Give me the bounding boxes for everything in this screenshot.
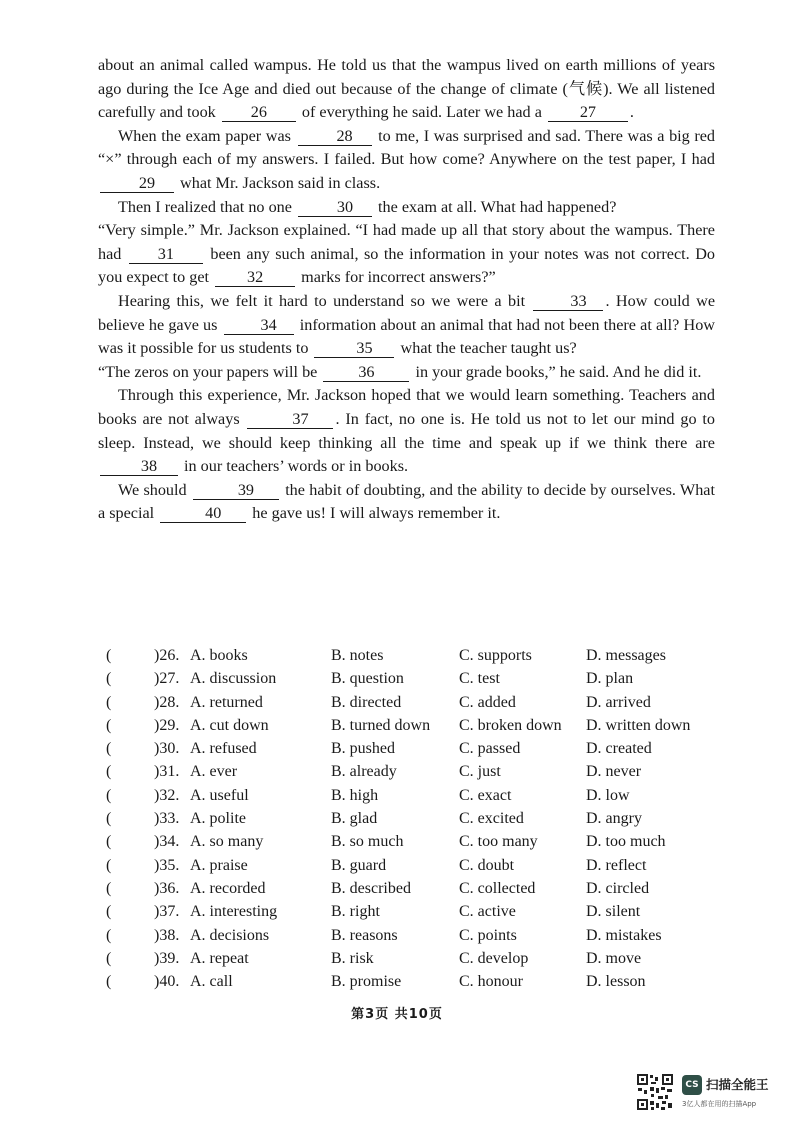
blank-29: 29	[100, 175, 174, 193]
watermark-tagline: 3亿人都在用的扫描App	[682, 1100, 757, 1108]
answer-options	[100, 647, 720, 996]
option-d: D. lesson	[586, 973, 646, 991]
option-a: A. polite	[190, 810, 246, 828]
option-a: A. call	[190, 973, 233, 991]
answer-paren: (	[106, 856, 112, 874]
question-number: )37.	[154, 903, 180, 921]
passage-text: in your grade books,” he said. And he did it.	[411, 362, 702, 381]
answer-paren: (	[106, 973, 112, 991]
option-b: B. glad	[331, 810, 378, 828]
passage-text: “The zeros on your papers will be	[98, 362, 322, 381]
passage-text: the exam at all. What had happened?	[373, 197, 617, 216]
option-c: C. points	[459, 926, 517, 944]
paragraph-2	[98, 125, 715, 196]
question-number: )32.	[154, 786, 180, 804]
option-d: D. angry	[586, 810, 642, 828]
answer-paren: (	[106, 810, 112, 828]
question-number: )39.	[154, 949, 180, 967]
option-row	[100, 833, 720, 856]
option-row	[100, 927, 720, 950]
option-c: C. doubt	[459, 856, 515, 874]
blank-27: 27	[548, 104, 628, 122]
paragraph-1	[98, 54, 715, 125]
answer-paren: (	[106, 716, 112, 734]
blank-35: 35	[314, 340, 394, 358]
option-c: C. just	[459, 763, 501, 781]
passage-text: about an animal called wampus. He told us that the wampus lived on earth millions of years ago during the Ice Age and died out because of the change of climate (气候). We all listened carefully and took	[98, 56, 715, 122]
question-number: )40.	[154, 973, 180, 991]
passage-text: what Mr. Jackson said in class.	[176, 173, 381, 192]
option-a: A. discussion	[190, 670, 277, 688]
option-row	[100, 810, 720, 833]
option-c: C. exact	[459, 786, 512, 804]
blank-36: 36	[323, 364, 409, 382]
paragraph-7	[98, 384, 715, 478]
blank-32: 32	[215, 269, 295, 287]
option-row	[100, 740, 720, 763]
option-b: B. right	[331, 903, 380, 921]
option-row	[100, 857, 720, 880]
answer-paren: (	[106, 949, 112, 967]
option-c: C. active	[459, 903, 516, 921]
option-b: B. directed	[331, 693, 402, 711]
passage-text: When the exam paper was	[118, 126, 296, 145]
question-number: )27.	[154, 670, 180, 688]
option-d: D. written down	[586, 716, 691, 734]
option-d: D. circled	[586, 879, 650, 897]
answer-paren: (	[106, 786, 112, 804]
option-b: B. already	[331, 763, 397, 781]
option-a: A. repeat	[190, 949, 249, 967]
option-a: A. books	[190, 647, 248, 664]
option-c: C. added	[459, 693, 516, 711]
answer-paren: (	[106, 693, 112, 711]
option-d: D. reflect	[586, 856, 647, 874]
option-d: D. move	[586, 949, 642, 967]
passage-text: Then I realized that no one	[118, 197, 296, 216]
blank-30: 30	[298, 199, 372, 217]
option-row	[100, 787, 720, 810]
passage-text: Through this experience, Mr. Jackson hoped that we would learn something. Teachers and books are not always	[98, 386, 715, 428]
answer-paren: (	[106, 926, 112, 944]
option-a: A. praise	[190, 856, 248, 874]
answer-paren: (	[106, 670, 112, 688]
option-a: A. decisions	[190, 926, 270, 944]
passage-text: what the teacher taught us?	[396, 339, 577, 358]
passage-text: been any such animal, so the information in your notes was not correct. Do you expect to get	[98, 244, 715, 287]
paragraph-4	[98, 219, 715, 290]
option-row	[100, 670, 720, 693]
option-row	[100, 647, 720, 670]
question-number: )33.	[154, 810, 180, 828]
option-a: A. returned	[190, 693, 263, 711]
scanner-watermark	[636, 1073, 786, 1113]
answer-paren: (	[106, 833, 112, 851]
paragraph-5	[98, 290, 715, 361]
option-c: C. passed	[459, 740, 521, 758]
blank-33: 33	[533, 293, 603, 311]
passage-text: We should	[118, 480, 191, 499]
answer-paren: (	[106, 740, 112, 758]
passage-text: . In fact, no one is. He told us not to let our mind go to sleep. Instead, we should keep thinking all the time and speak up if we think there are	[98, 409, 715, 452]
option-d: D. mistakes	[586, 926, 662, 944]
option-b: B. described	[331, 879, 411, 897]
paragraph-3	[98, 196, 715, 220]
passage-text: of everything he said. Later we had a	[297, 103, 546, 122]
option-c: C. test	[459, 670, 500, 688]
blank-38: 38	[100, 458, 178, 476]
option-row	[100, 973, 720, 996]
option-row	[100, 694, 720, 717]
option-c: C. broken down	[459, 716, 562, 734]
option-d: D. arrived	[586, 693, 651, 711]
qr-code-icon	[636, 1073, 674, 1111]
paragraph-8	[98, 479, 715, 526]
question-number: )31.	[154, 763, 180, 781]
question-number: )26.	[154, 647, 180, 664]
passage-text: he gave us! I will always remember it.	[248, 504, 501, 523]
blank-39: 39	[193, 482, 279, 500]
option-b: B. risk	[331, 949, 374, 967]
answer-paren: (	[106, 763, 112, 781]
option-a: A. cut down	[190, 716, 269, 734]
blank-34: 34	[224, 317, 294, 335]
cloze-passage	[98, 54, 715, 526]
option-row	[100, 763, 720, 786]
option-b: B. high	[331, 786, 379, 804]
option-b: B. reasons	[331, 926, 398, 944]
passage-text: the habit of doubting, and the ability to decide by ourselves. What a special	[98, 480, 715, 523]
option-row	[100, 717, 720, 740]
page-number: 第3页 共10页	[351, 1007, 443, 1022]
question-number: )29.	[154, 716, 180, 734]
question-number: )36.	[154, 879, 180, 897]
option-a: A. so many	[190, 833, 264, 851]
blank-37: 37	[247, 411, 333, 429]
option-c: C. excited	[459, 810, 524, 828]
paragraph-6	[98, 361, 715, 385]
blank-26: 26	[222, 104, 296, 122]
camscanner-logo-icon: CS	[682, 1075, 702, 1095]
option-b: B. turned down	[331, 716, 431, 734]
option-a: A. useful	[190, 786, 249, 804]
option-b: B. promise	[331, 973, 402, 991]
blank-31: 31	[129, 246, 203, 264]
option-a: A. refused	[190, 740, 257, 758]
option-a: A. ever	[190, 763, 238, 781]
blank-40: 40	[160, 505, 246, 523]
option-a: A. recorded	[190, 879, 266, 897]
option-d: D. too much	[586, 833, 666, 851]
passage-text: to me, I was surprised and sad. There was a big red “×” through each of my answers. I failed. But how come? Anywhere on the test paper, I had	[98, 126, 716, 169]
option-d: D. created	[586, 740, 652, 758]
option-d: D. messages	[586, 647, 666, 664]
option-b: B. guard	[331, 856, 387, 874]
option-c: C. supports	[459, 647, 532, 664]
watermark-app-name: 扫描全能王	[706, 1077, 769, 1092]
answer-paren: (	[106, 879, 112, 897]
option-c: C. develop	[459, 949, 529, 967]
blank-28: 28	[298, 128, 372, 146]
option-b: B. so much	[331, 833, 404, 851]
passage-text: information about an animal that had not been there at all? How was it possible for us students to	[98, 315, 715, 358]
option-b: B. notes	[331, 647, 384, 664]
option-d: D. silent	[586, 903, 641, 921]
question-number: )35.	[154, 856, 180, 874]
passage-text: . How could we believe he gave us	[98, 291, 715, 334]
option-c: C. too many	[459, 833, 538, 851]
option-d: D. never	[586, 763, 642, 781]
option-c: C. honour	[459, 973, 523, 991]
question-number: )38.	[154, 926, 180, 944]
passage-text: in our teachers’ words or in books.	[180, 457, 409, 476]
passage-text: “Very simple.” Mr. Jackson explained. “I had made up all that story about the wampus. There had	[98, 221, 715, 263]
option-a: A. interesting	[190, 903, 278, 921]
option-b: B. question	[331, 670, 404, 688]
answer-paren: (	[106, 903, 112, 921]
option-d: D. low	[586, 786, 630, 804]
passage-text: .	[629, 103, 634, 122]
option-row	[100, 880, 720, 903]
question-number: )30.	[154, 740, 180, 758]
passage-text: Hearing this, we felt it hard to understand so we were a bit	[118, 291, 532, 310]
option-d: D. plan	[586, 670, 634, 688]
option-row	[100, 903, 720, 926]
question-number: )28.	[154, 693, 180, 711]
option-c: C. collected	[459, 879, 536, 897]
answer-paren: (	[106, 647, 112, 664]
option-b: B. pushed	[331, 740, 395, 758]
question-number: )34.	[154, 833, 180, 851]
option-row	[100, 950, 720, 973]
passage-text: marks for incorrect answers?”	[297, 268, 496, 287]
